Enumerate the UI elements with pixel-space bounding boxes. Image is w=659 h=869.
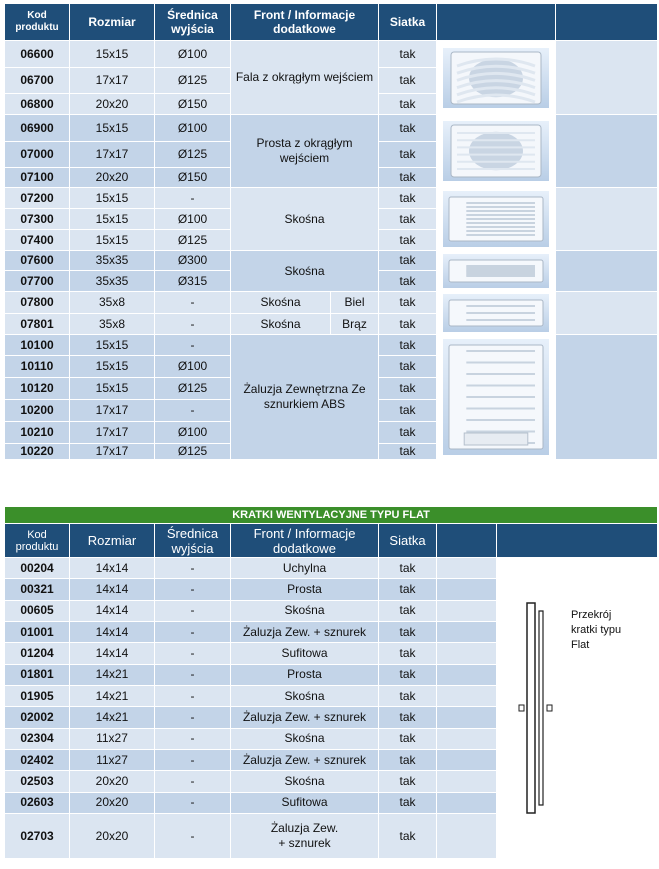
product-code: 10100 xyxy=(5,335,70,356)
table-row xyxy=(5,115,658,142)
mesh-cell: tak xyxy=(379,622,437,643)
table-row xyxy=(5,41,658,68)
product-code: 07300 xyxy=(5,209,70,230)
mesh-cell: tak xyxy=(379,188,437,209)
size-cell: 15x15 xyxy=(70,188,155,209)
grille-slanted-image xyxy=(443,191,549,247)
product-code: 10210 xyxy=(5,422,70,444)
header-front: Front / Informacje dodatkowe xyxy=(231,4,379,41)
front-cell: Skośna xyxy=(231,292,331,314)
cross-section-diagram xyxy=(497,558,657,858)
header-kod: Kod produktu xyxy=(5,4,70,41)
product-code: 02703 xyxy=(5,814,70,859)
blank-cell xyxy=(437,728,497,749)
mesh-cell: tak xyxy=(379,314,437,335)
product-code: 06600 xyxy=(5,41,70,68)
header-kod: Kod produktu xyxy=(5,524,70,558)
front-cell: Żaluzja Zew. + sznurek xyxy=(231,622,379,643)
diameter-cell: - xyxy=(155,664,231,685)
product-code: 07600 xyxy=(5,251,70,271)
product-code: 07800 xyxy=(5,292,70,314)
product-code: 02503 xyxy=(5,771,70,792)
flat-grilles-table xyxy=(4,506,658,859)
front-cell: Skośna xyxy=(231,188,379,251)
blank-cell xyxy=(437,771,497,792)
mesh-cell: tak xyxy=(379,707,437,728)
size-cell: 20x20 xyxy=(70,814,155,859)
blank-cell xyxy=(437,707,497,728)
size-cell: 17x17 xyxy=(70,68,155,94)
size-cell: 14x14 xyxy=(70,579,155,600)
diameter-cell: - xyxy=(155,622,231,643)
size-cell: 15x15 xyxy=(70,230,155,251)
header-siatka: Siatka xyxy=(379,524,437,558)
size-cell: 35x35 xyxy=(70,251,155,271)
grille-slanted-large-image xyxy=(443,254,549,288)
front-cell: Żaluzja Zew. + sznurek xyxy=(231,814,379,859)
blank-cell xyxy=(437,622,497,643)
product-code: 01905 xyxy=(5,686,70,707)
mesh-cell: tak xyxy=(379,643,437,664)
grille-narrow-image xyxy=(443,294,549,332)
header-srednica: Średnica wyjścia xyxy=(155,4,231,41)
front-cell: Skośna xyxy=(231,771,379,792)
mesh-cell: tak xyxy=(379,41,437,68)
size-cell: 14x14 xyxy=(70,558,155,579)
diameter-cell: - xyxy=(155,707,231,728)
header-front: Front / Informacje dodatkowe xyxy=(231,524,379,558)
diameter-cell: Ø150 xyxy=(155,168,231,188)
mesh-cell: tak xyxy=(379,792,437,813)
product-code: 00605 xyxy=(5,600,70,621)
product-code: 07000 xyxy=(5,142,70,168)
front-cell: Prosta xyxy=(231,579,379,600)
blank-cell xyxy=(437,750,497,771)
front-cell: Sufitowa xyxy=(231,643,379,664)
mesh-cell: tak xyxy=(379,230,437,251)
mesh-cell: tak xyxy=(379,68,437,94)
diameter-cell: Ø125 xyxy=(155,142,231,168)
mesh-cell: tak xyxy=(379,142,437,168)
product-photo xyxy=(443,48,549,108)
size-cell: 11x27 xyxy=(70,728,155,749)
size-cell: 14x14 xyxy=(70,643,155,664)
size-cell: 20x20 xyxy=(70,94,155,115)
mesh-cell: tak xyxy=(379,356,437,378)
product-code: 02304 xyxy=(5,728,70,749)
diameter-cell: - xyxy=(155,728,231,749)
front-cell: Żaluzja Zewnętrzna Ze sznurkiem ABS xyxy=(231,335,379,460)
blank-cell xyxy=(437,792,497,813)
diameter-cell: - xyxy=(155,314,231,335)
grille-straight-round-inlet-image xyxy=(443,121,549,181)
product-photo xyxy=(443,339,549,455)
mesh-cell: tak xyxy=(379,209,437,230)
mesh-cell: tak xyxy=(379,271,437,292)
product-code: 06900 xyxy=(5,115,70,142)
product-code: 10220 xyxy=(5,444,70,460)
front-cell: Skośna xyxy=(231,600,379,621)
table-row xyxy=(5,335,658,356)
product-code: 06800 xyxy=(5,94,70,115)
louvre-shutter-with-cord-image xyxy=(443,339,549,455)
mesh-cell: tak xyxy=(379,600,437,621)
size-cell: 35x8 xyxy=(70,292,155,314)
mesh-cell: tak xyxy=(379,400,437,422)
spacer-cell xyxy=(556,292,658,335)
table-row xyxy=(5,558,658,579)
diameter-cell: Ø100 xyxy=(155,356,231,378)
mesh-cell: tak xyxy=(379,686,437,707)
size-cell: 17x17 xyxy=(70,142,155,168)
diameter-cell: - xyxy=(155,771,231,792)
diameter-cell: Ø150 xyxy=(155,94,231,115)
header-rozmiar: Rozmiar xyxy=(70,524,155,558)
diameter-cell: - xyxy=(155,792,231,813)
mesh-cell: tak xyxy=(379,771,437,792)
front-cell: Żaluzja Zew. + sznurek xyxy=(231,707,379,728)
diameter-cell: - xyxy=(155,643,231,664)
front-cell: Skośna xyxy=(231,686,379,707)
blank-cell xyxy=(437,664,497,685)
product-code: 01801 xyxy=(5,664,70,685)
mesh-cell: tak xyxy=(379,728,437,749)
size-cell: 15x15 xyxy=(70,115,155,142)
front-cell: Skośna xyxy=(231,728,379,749)
mesh-cell: tak xyxy=(379,335,437,356)
mesh-cell: tak xyxy=(379,444,437,460)
front-cell: Uchylna xyxy=(231,558,379,579)
diameter-cell: - xyxy=(155,558,231,579)
flat-grille-cross-section-image xyxy=(507,593,567,823)
size-cell: 14x21 xyxy=(70,707,155,728)
diameter-cell: - xyxy=(155,292,231,314)
products-table xyxy=(4,3,658,460)
color-cell: Brąz xyxy=(331,314,379,335)
diameter-cell: - xyxy=(155,750,231,771)
diameter-cell: Ø100 xyxy=(155,115,231,142)
diameter-cell: - xyxy=(155,188,231,209)
front-cell: Sufitowa xyxy=(231,792,379,813)
diameter-cell: Ø300 xyxy=(155,251,231,271)
diameter-cell: Ø125 xyxy=(155,68,231,94)
size-cell: 35x8 xyxy=(70,314,155,335)
product-image-cell xyxy=(437,188,556,251)
mesh-cell: tak xyxy=(379,168,437,188)
mesh-cell: tak xyxy=(379,664,437,685)
product-code: 07801 xyxy=(5,314,70,335)
size-cell: 17x17 xyxy=(70,444,155,460)
diameter-cell: Ø315 xyxy=(155,271,231,292)
size-cell: 14x21 xyxy=(70,686,155,707)
product-photo xyxy=(443,294,549,332)
spacer-cell xyxy=(556,251,658,292)
product-image-cell xyxy=(437,335,556,460)
size-cell: 17x17 xyxy=(70,400,155,422)
diameter-cell: Ø125 xyxy=(155,444,231,460)
size-cell: 14x14 xyxy=(70,622,155,643)
blank-cell xyxy=(437,814,497,859)
product-code: 02402 xyxy=(5,750,70,771)
grille-wave-round-inlet-image xyxy=(443,48,549,108)
product-code: 02603 xyxy=(5,792,70,813)
spacer-cell xyxy=(556,115,658,188)
header-rozmiar: Rozmiar xyxy=(70,4,155,41)
size-cell: 20x20 xyxy=(70,771,155,792)
product-code: 01204 xyxy=(5,643,70,664)
mesh-cell: tak xyxy=(379,750,437,771)
front-cell: Skośna xyxy=(231,251,379,292)
diameter-cell: Ø100 xyxy=(155,41,231,68)
front-cell: Fala z okrągłym wejściem xyxy=(231,41,379,115)
front-cell: Żaluzja Zew. + sznurek xyxy=(231,750,379,771)
mesh-cell: tak xyxy=(379,94,437,115)
blank-cell xyxy=(437,643,497,664)
header-siatka: Siatka xyxy=(379,4,437,41)
size-cell: 15x15 xyxy=(70,41,155,68)
header-image xyxy=(437,4,556,41)
size-cell: 14x14 xyxy=(70,600,155,621)
mesh-cell: tak xyxy=(379,251,437,271)
product-image-cell xyxy=(437,251,556,292)
flat-table-title: KRATKI WENTYLACYJNE TYPU FLAT xyxy=(5,507,658,524)
spacer-cell xyxy=(556,41,658,115)
diameter-cell: - xyxy=(155,686,231,707)
front-cell: Prosta z okrągłym wejściem xyxy=(231,115,379,188)
size-cell: 20x20 xyxy=(70,168,155,188)
blank-cell xyxy=(437,686,497,707)
diameter-cell: Ø125 xyxy=(155,378,231,400)
size-cell: 11x27 xyxy=(70,750,155,771)
table-row xyxy=(5,188,658,209)
product-code: 10110 xyxy=(5,356,70,378)
mesh-cell: tak xyxy=(379,115,437,142)
size-cell: 15x15 xyxy=(70,209,155,230)
product-code: 00321 xyxy=(5,579,70,600)
product-photo xyxy=(443,121,549,181)
product-code: 07700 xyxy=(5,271,70,292)
size-cell: 15x15 xyxy=(70,378,155,400)
cross-section-cell xyxy=(497,558,658,859)
mesh-cell: tak xyxy=(379,558,437,579)
diameter-cell: - xyxy=(155,600,231,621)
size-cell: 15x15 xyxy=(70,335,155,356)
diameter-cell: - xyxy=(155,814,231,859)
mesh-cell: tak xyxy=(379,292,437,314)
header-image xyxy=(497,524,658,558)
table-row xyxy=(5,251,658,271)
size-cell: 20x20 xyxy=(70,792,155,813)
product-code: 00204 xyxy=(5,558,70,579)
spacer-cell xyxy=(556,335,658,460)
diameter-cell: - xyxy=(155,579,231,600)
product-code: 07400 xyxy=(5,230,70,251)
product-image-cell xyxy=(437,41,556,115)
diameter-cell: Ø100 xyxy=(155,209,231,230)
header-srednica: Średnica wyjścia xyxy=(155,524,231,558)
size-cell: 35x35 xyxy=(70,271,155,292)
spacer-cell xyxy=(556,188,658,251)
front-cell: Prosta xyxy=(231,664,379,685)
diameter-cell: Ø125 xyxy=(155,230,231,251)
product-code: 07100 xyxy=(5,168,70,188)
cross-section-caption: Przekrój kratki typu Flat xyxy=(571,609,622,651)
size-cell: 17x17 xyxy=(70,422,155,444)
mesh-cell: tak xyxy=(379,378,437,400)
table-row xyxy=(5,292,658,314)
product-code: 02002 xyxy=(5,707,70,728)
product-code: 06700 xyxy=(5,68,70,94)
product-code: 10120 xyxy=(5,378,70,400)
front-cell: Skośna xyxy=(231,314,331,335)
product-photo xyxy=(443,254,549,288)
header-blank xyxy=(437,524,497,558)
product-code: 01001 xyxy=(5,622,70,643)
blank-cell xyxy=(437,558,497,579)
product-code: 10200 xyxy=(5,400,70,422)
header-spacer xyxy=(556,4,658,41)
mesh-cell: tak xyxy=(379,814,437,859)
product-code: 07200 xyxy=(5,188,70,209)
mesh-cell: tak xyxy=(379,579,437,600)
product-image-cell xyxy=(437,292,556,335)
diameter-cell: Ø100 xyxy=(155,422,231,444)
product-photo xyxy=(443,191,549,247)
diameter-cell: - xyxy=(155,400,231,422)
mesh-cell: tak xyxy=(379,422,437,444)
blank-cell xyxy=(437,600,497,621)
blank-cell xyxy=(437,579,497,600)
color-cell: Biel xyxy=(331,292,379,314)
product-image-cell xyxy=(437,115,556,188)
size-cell: 14x21 xyxy=(70,664,155,685)
size-cell: 15x15 xyxy=(70,356,155,378)
diameter-cell: - xyxy=(155,335,231,356)
